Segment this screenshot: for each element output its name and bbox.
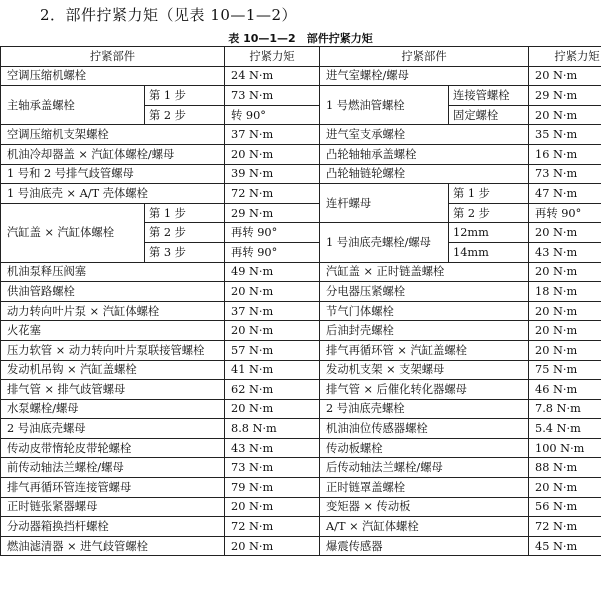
left-torque-cell: 73 N·m: [225, 458, 320, 478]
right-torque-cell: 20 N·m: [529, 105, 601, 125]
left-torque-cell: 43 N·m: [225, 438, 320, 458]
right-part-cell: A/T × 汽缸体螺栓: [320, 517, 529, 537]
header-right-torque: 拧紧力矩: [529, 47, 601, 67]
right-torque-cell: 7.8 N·m: [529, 399, 601, 419]
right-part-cell: 分电器压紧螺栓: [320, 282, 529, 302]
right-torque-cell: 47 N·m: [529, 184, 601, 204]
right-part-cell: 进气室支承螺栓: [320, 125, 529, 145]
table-row: [1, 438, 601, 458]
table-row: [1, 419, 601, 439]
left-part-cell: 发动机吊钩 × 汽缸盖螺栓: [1, 360, 225, 380]
left-torque-cell: 24 N·m: [225, 66, 320, 86]
left-part-cell: 正时链张紧器螺母: [1, 497, 225, 517]
table-row: [1, 301, 601, 321]
section-heading: 2．部件拧紧力矩（见表 10—1—2）: [40, 6, 297, 24]
left-torque-cell: 20 N·m: [225, 282, 320, 302]
left-part-cell: 水泵螺栓/螺母: [1, 399, 225, 419]
left-step-cell: 第 3 步: [145, 242, 225, 262]
right-part-cell: 进气室螺栓/螺母: [320, 66, 529, 86]
right-part-cell: 节气门体螺栓: [320, 301, 529, 321]
left-torque-cell: 62 N·m: [225, 380, 320, 400]
left-torque-cell: 再转 90°: [225, 223, 320, 243]
right-part-cell: 变矩器 × 传动板: [320, 497, 529, 517]
right-torque-cell: 73 N·m: [529, 164, 601, 184]
left-torque-cell: 20 N·m: [225, 399, 320, 419]
right-part-cell: 爆震传感器: [320, 536, 529, 556]
table-row: [1, 144, 601, 164]
left-part-cell: 1 号油底壳 × A/T 壳体螺栓: [1, 184, 225, 204]
right-part-cell: 传动板螺栓: [320, 438, 529, 458]
left-torque-cell: 72 N·m: [225, 184, 320, 204]
right-torque-cell: 29 N·m: [529, 86, 601, 106]
left-torque-cell: 79 N·m: [225, 478, 320, 498]
left-step-cell: 第 1 步: [145, 203, 225, 223]
left-step-cell: 第 2 步: [145, 105, 225, 125]
left-torque-cell: 37 N·m: [225, 301, 320, 321]
table-row: [1, 340, 601, 360]
left-part-cell: 供油管路螺栓: [1, 282, 225, 302]
left-step-cell: 第 2 步: [145, 223, 225, 243]
table-row: [1, 184, 601, 204]
header-left-torque: 拧紧力矩: [225, 47, 320, 67]
left-part-cell: 空调压缩机螺栓: [1, 66, 225, 86]
right-part-cell: 1 号燃油管螺栓: [320, 86, 449, 125]
header-row: [1, 47, 601, 67]
right-torque-cell: 35 N·m: [529, 125, 601, 145]
table-row: [1, 66, 601, 86]
left-torque-cell: 41 N·m: [225, 360, 320, 380]
left-part-cell: 传动皮带惰轮皮带轮螺栓: [1, 438, 225, 458]
left-part-cell: 机油冷却器盖 × 汽缸体螺栓/螺母: [1, 144, 225, 164]
right-part-cell: 排气再循环管 × 汽缸盖螺栓: [320, 340, 529, 360]
left-part-cell: 分动器箱换挡杆螺栓: [1, 517, 225, 537]
table-row: [1, 262, 601, 282]
left-torque-cell: 20 N·m: [225, 144, 320, 164]
right-torque-cell: 5.4 N·m: [529, 419, 601, 439]
torque-table: [0, 46, 601, 556]
right-part-cell: 凸轮轴轴承盖螺栓: [320, 144, 529, 164]
left-part-cell: 排气再循环管连接管螺母: [1, 478, 225, 498]
left-torque-cell: 37 N·m: [225, 125, 320, 145]
left-torque-cell: 57 N·m: [225, 340, 320, 360]
right-part-cell: 后油封壳螺栓: [320, 321, 529, 341]
right-torque-cell: 20 N·m: [529, 223, 601, 243]
right-torque-cell: 72 N·m: [529, 517, 601, 537]
left-part-cell: 机油泵释压阀塞: [1, 262, 225, 282]
table-row: [1, 203, 601, 223]
right-part-cell: 后传动轴法兰螺栓/螺母: [320, 458, 529, 478]
right-torque-cell: 43 N·m: [529, 242, 601, 262]
table-row: [1, 321, 601, 341]
left-part-cell: 空调压缩机支架螺栓: [1, 125, 225, 145]
table-row: [1, 380, 601, 400]
left-part-cell: 主轴承盖螺栓: [1, 86, 145, 125]
left-torque-cell: 再转 90°: [225, 242, 320, 262]
right-step-cell: 12mm: [449, 223, 529, 243]
left-torque-cell: 20 N·m: [225, 497, 320, 517]
right-step-cell: 连接管螺栓: [449, 86, 529, 106]
table-row: [1, 536, 601, 556]
right-torque-cell: 75 N·m: [529, 360, 601, 380]
right-torque-cell: 100 N·m: [529, 438, 601, 458]
left-step-cell: 第 1 步: [145, 86, 225, 106]
table-row: [1, 125, 601, 145]
right-step-cell: 第 2 步: [449, 203, 529, 223]
left-part-cell: 前传动轴法兰螺栓/螺母: [1, 458, 225, 478]
left-part-cell: 2 号油底壳螺母: [1, 419, 225, 439]
left-torque-cell: 39 N·m: [225, 164, 320, 184]
header-right-part: 拧紧部件: [320, 47, 529, 67]
left-torque-cell: 转 90°: [225, 105, 320, 125]
right-torque-cell: 18 N·m: [529, 282, 601, 302]
table-row: [1, 360, 601, 380]
right-torque-cell: 46 N·m: [529, 380, 601, 400]
right-torque-cell: 56 N·m: [529, 497, 601, 517]
left-part-cell: 1 号和 2 号排气歧管螺母: [1, 164, 225, 184]
table-row: [1, 399, 601, 419]
left-part-cell: 动力转向叶片泵 × 汽缸体螺栓: [1, 301, 225, 321]
left-torque-cell: 49 N·m: [225, 262, 320, 282]
table-row: [1, 282, 601, 302]
right-part-cell: 机油油位传感器螺栓: [320, 419, 529, 439]
right-part-cell: 1 号油底壳螺栓/螺母: [320, 223, 449, 262]
left-part-cell: 燃油滤清器 × 进气歧管螺栓: [1, 536, 225, 556]
left-torque-cell: 20 N·m: [225, 321, 320, 341]
right-part-cell: 连杆螺母: [320, 184, 449, 223]
left-part-cell: 火花塞: [1, 321, 225, 341]
right-part-cell: 2 号油底壳螺栓: [320, 399, 529, 419]
right-part-cell: 排气管 × 后催化转化器螺母: [320, 380, 529, 400]
right-torque-cell: 再转 90°: [529, 203, 601, 223]
table-row: [1, 458, 601, 478]
left-torque-cell: 29 N·m: [225, 203, 320, 223]
torque-table-body: [1, 47, 601, 556]
right-part-cell: 凸轮轴链轮螺栓: [320, 164, 529, 184]
table-row: [1, 86, 601, 106]
right-step-cell: 第 1 步: [449, 184, 529, 204]
right-torque-cell: 16 N·m: [529, 144, 601, 164]
left-torque-cell: 8.8 N·m: [225, 419, 320, 439]
right-torque-cell: 20 N·m: [529, 66, 601, 86]
header-left-part: 拧紧部件: [1, 47, 225, 67]
table-row: [1, 497, 601, 517]
right-step-cell: 14mm: [449, 242, 529, 262]
right-torque-cell: 45 N·m: [529, 536, 601, 556]
torque-table-wrapper: [0, 46, 601, 599]
left-part-cell: 汽缸盖 × 汽缸体螺栓: [1, 203, 145, 262]
left-torque-cell: 73 N·m: [225, 86, 320, 106]
left-part-cell: 排气管 × 排气歧管螺母: [1, 380, 225, 400]
left-part-cell: 压力软管 × 动力转向叶片泵联接管螺栓: [1, 340, 225, 360]
right-part-cell: 汽缸盖 × 正时链盖螺栓: [320, 262, 529, 282]
table-row: [1, 164, 601, 184]
right-torque-cell: 20 N·m: [529, 301, 601, 321]
right-torque-cell: 20 N·m: [529, 478, 601, 498]
right-torque-cell: 88 N·m: [529, 458, 601, 478]
right-torque-cell: 20 N·m: [529, 321, 601, 341]
table-row: [1, 517, 601, 537]
table-caption: 表 10—1—2 部件拧紧力矩: [228, 32, 373, 45]
left-torque-cell: 72 N·m: [225, 517, 320, 537]
table-row: [1, 478, 601, 498]
right-torque-cell: 20 N·m: [529, 262, 601, 282]
right-part-cell: 正时链罩盖螺栓: [320, 478, 529, 498]
right-torque-cell: 20 N·m: [529, 340, 601, 360]
right-part-cell: 发动机支架 × 支架螺母: [320, 360, 529, 380]
right-step-cell: 固定螺栓: [449, 105, 529, 125]
left-torque-cell: 20 N·m: [225, 536, 320, 556]
